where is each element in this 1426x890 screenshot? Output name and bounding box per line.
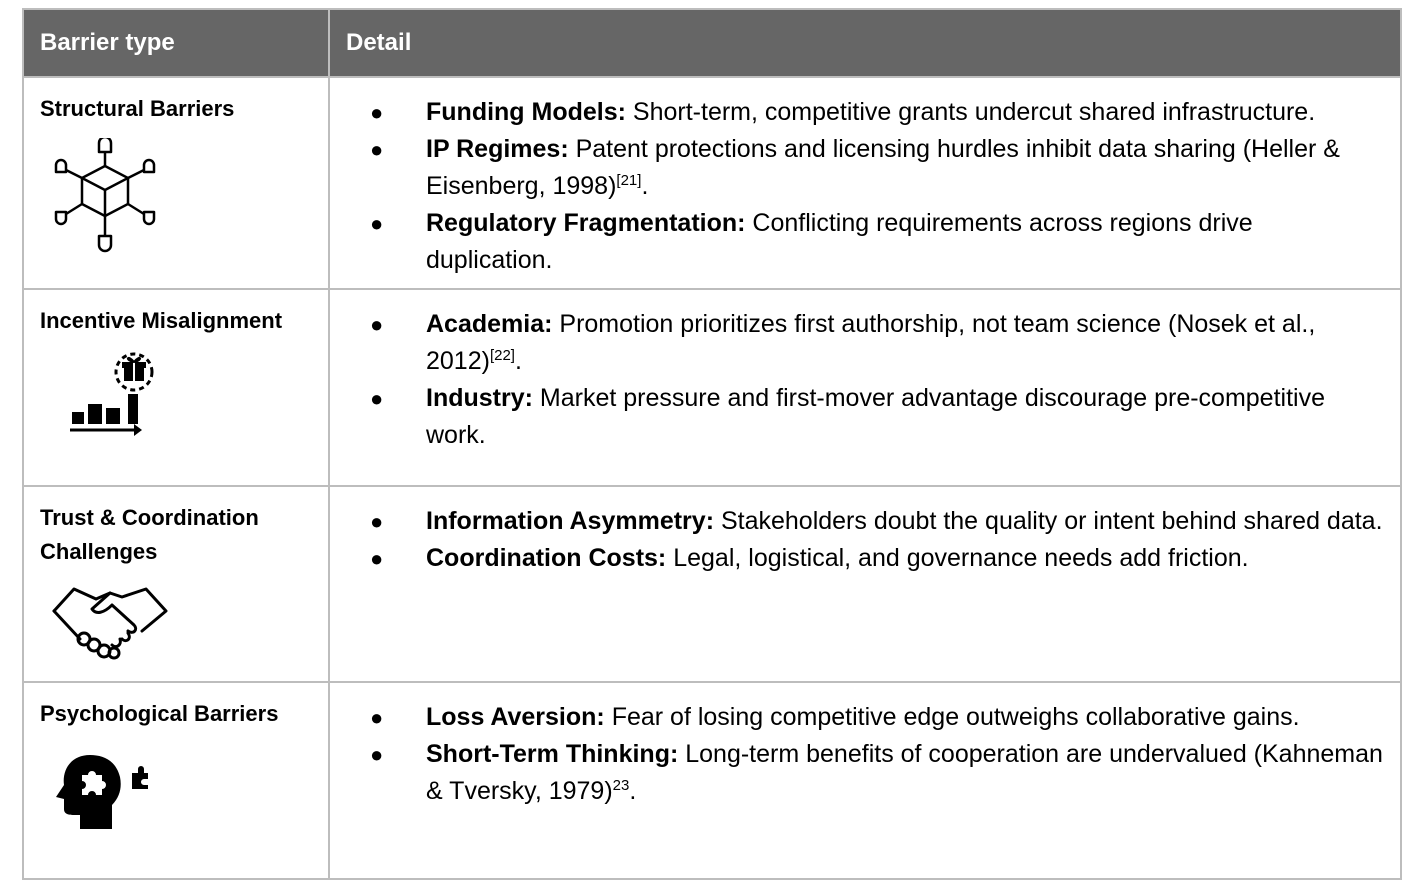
item-term: Funding Models: [426,98,626,126]
barrier-category: Psychological Barriers [40,701,279,726]
detail-cell [330,290,1400,485]
list-item: ● Short-Term Thinking: Long-term benefits of cooperation are undervalued (Kahneman & Tversky, 1979)$^{23}$. [370,740,1383,805]
detail-cell [330,487,1400,681]
head-puzzle-icon [50,743,312,838]
incentive-chart-gift-icon [50,350,312,447]
barrier-type-cell [24,290,330,485]
detail-list [346,306,1386,454]
barrier-type-cell [24,78,330,288]
item-term: IP Regimes: [426,135,569,163]
item-term: Regulatory Fragmentation: [426,209,746,237]
barrier-category: Trust & Coordination Challenges [40,505,259,564]
detail-list [346,699,1386,810]
list-item: ● Coordination Costs: Legal, logistical, and governance needs add friction. [370,544,1249,572]
handshake-icon [50,581,312,666]
citation: [21] [616,172,642,189]
table-row [24,288,1400,485]
barriers-table [22,8,1402,880]
citation: 23 [612,777,630,794]
table-header-row [24,10,1400,76]
item-term: Short-Term Thinking: [426,740,679,768]
header-detail: Detail [346,29,412,56]
detail-list [346,94,1386,279]
table-row [24,485,1400,681]
barrier-category: Incentive Misalignment [40,308,283,333]
list-item: ● Loss Aversion: Fear of losing competitive edge outweighs collaborative gains. [370,703,1300,731]
detail-list [346,503,1386,577]
list-item: ● Information Asymmetry: Stakeholders doubt the quality or intent behind shared data. [370,507,1383,535]
table-row [24,681,1400,878]
barrier-type-cell [24,487,330,681]
barrier-type-cell [24,683,330,878]
citation: [22] [489,347,515,364]
list-item: ● Regulatory Fragmentation: Conflicting requirements across regions drive duplication. [370,209,1253,274]
item-term: Academia: [426,310,553,338]
network-cube-icon [50,138,312,259]
item-term: Industry: [426,384,533,412]
header-barrier-type: Barrier type [24,10,330,76]
detail-cell [330,78,1400,288]
list-item: ● Academia: Promotion prioritizes first authorship, not team science (Nosek et al., 2012)[22]. [370,310,1316,375]
table-row [24,76,1400,288]
list-item: ● Industry: Market pressure and first-mover advantage discourage pre-competitive work. [370,384,1325,449]
item-term: Coordination Costs: [426,544,667,572]
list-item: ● Funding Models: Short-term, competitive grants undercut shared infrastructure. [370,98,1316,126]
detail-cell [330,683,1400,878]
barrier-category: Structural Barriers [40,96,235,121]
item-term: Information Asymmetry: [426,507,715,535]
item-term: Loss Aversion: [426,703,605,731]
list-item: ● IP Regimes: Patent protections and licensing hurdles inhibit data sharing (Heller & Eisenberg, 1998)[21]. [370,135,1340,200]
